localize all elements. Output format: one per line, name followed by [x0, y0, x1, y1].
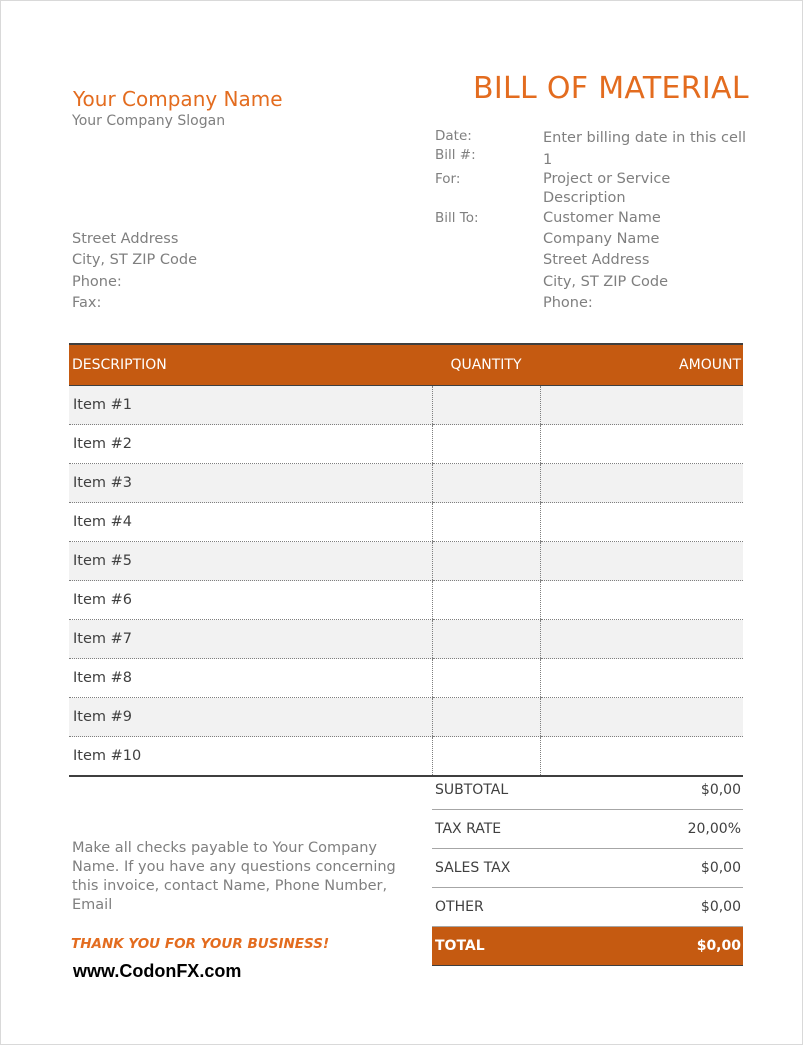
table-row: [69, 542, 743, 581]
payment-note: Make all checks payable to Your Company Name. If you have any questions concerning this invoice, contact Name, Phone Number, Email: [72, 840, 396, 913]
item-quantity[interactable]: [432, 386, 540, 425]
company-phone-label: Phone:: [72, 274, 122, 290]
table-row: [69, 386, 743, 425]
item-amount[interactable]: [540, 503, 743, 542]
total-label: TOTAL: [432, 927, 587, 966]
company-name: Your Company Name: [73, 87, 283, 111]
tax-rate-label: TAX RATE: [432, 810, 587, 849]
sales-tax-value: $0,00: [587, 849, 743, 888]
item-quantity[interactable]: [432, 425, 540, 464]
item-quantity[interactable]: [432, 542, 540, 581]
quantity-header: QUANTITY: [432, 344, 540, 386]
description-header: DESCRIPTION: [69, 344, 432, 386]
item-amount[interactable]: [540, 464, 743, 503]
amount-header: AMOUNT: [540, 344, 743, 386]
total-value: $0,00: [587, 927, 743, 966]
item-description[interactable]: Item #1: [69, 386, 432, 425]
item-quantity[interactable]: [432, 698, 540, 737]
company-slogan: Your Company Slogan: [72, 113, 226, 129]
table-row: [69, 659, 743, 698]
item-amount[interactable]: [540, 542, 743, 581]
bill-number-value[interactable]: 1: [543, 152, 553, 168]
bill-number-label: Bill #:: [435, 147, 476, 163]
thank-you-message: THANK YOU FOR YOUR BUSINESS!: [71, 936, 330, 952]
item-description[interactable]: Item #10: [69, 737, 432, 777]
website-watermark: www.CodonFX.com: [73, 961, 242, 981]
company-city[interactable]: City, ST ZIP Code: [72, 252, 197, 268]
date-value[interactable]: Enter billing date in this cell: [543, 130, 746, 146]
items-table: [69, 343, 743, 777]
item-description[interactable]: Item #9: [69, 698, 432, 737]
subtotal-value: $0,00: [587, 771, 743, 810]
item-amount[interactable]: [540, 386, 743, 425]
item-description[interactable]: Item #6: [69, 581, 432, 620]
item-description[interactable]: Item #4: [69, 503, 432, 542]
table-row: [69, 425, 743, 464]
item-description[interactable]: Item #5: [69, 542, 432, 581]
tax-rate-value[interactable]: 20,00%: [587, 810, 743, 849]
sales-tax-label: SALES TAX: [432, 849, 587, 888]
item-description[interactable]: Item #7: [69, 620, 432, 659]
tax-rate-row: [432, 810, 743, 849]
other-label: OTHER: [432, 888, 587, 927]
table-row: [69, 698, 743, 737]
customer-company[interactable]: Company Name: [543, 231, 660, 247]
sales-tax-row: [432, 849, 743, 888]
date-label: Date:: [435, 128, 472, 144]
item-amount[interactable]: [540, 620, 743, 659]
table-row: [69, 464, 743, 503]
total-row: [432, 927, 743, 966]
subtotal-row: [432, 771, 743, 810]
customer-street[interactable]: Street Address: [543, 252, 650, 268]
table-row: [69, 620, 743, 659]
customer-city[interactable]: City, ST ZIP Code: [543, 274, 668, 290]
item-description[interactable]: Item #2: [69, 425, 432, 464]
item-quantity[interactable]: [432, 464, 540, 503]
item-amount[interactable]: [540, 698, 743, 737]
item-quantity[interactable]: [432, 581, 540, 620]
company-fax-label: Fax:: [72, 295, 102, 311]
company-street[interactable]: Street Address: [72, 231, 179, 247]
other-row: [432, 888, 743, 927]
subtotal-label: SUBTOTAL: [432, 771, 587, 810]
item-quantity[interactable]: [432, 659, 540, 698]
customer-phone-label: Phone:: [543, 295, 593, 311]
document-title: BILL OF MATERIAL: [473, 71, 749, 106]
customer-name[interactable]: Customer Name: [543, 210, 661, 226]
for-value-line1[interactable]: Project or Service: [543, 171, 671, 187]
for-value-line2[interactable]: Description: [543, 190, 626, 206]
item-description[interactable]: Item #3: [69, 464, 432, 503]
bill-to-label: Bill To:: [435, 210, 479, 226]
item-quantity[interactable]: [432, 503, 540, 542]
for-label: For:: [435, 171, 461, 187]
item-amount[interactable]: [540, 581, 743, 620]
table-row: [69, 503, 743, 542]
item-amount[interactable]: [540, 425, 743, 464]
item-quantity[interactable]: [432, 620, 540, 659]
items-header-row: [69, 344, 743, 386]
totals-table: [432, 771, 743, 966]
item-description[interactable]: Item #8: [69, 659, 432, 698]
other-value[interactable]: $0,00: [587, 888, 743, 927]
item-amount[interactable]: [540, 659, 743, 698]
table-row: [69, 581, 743, 620]
